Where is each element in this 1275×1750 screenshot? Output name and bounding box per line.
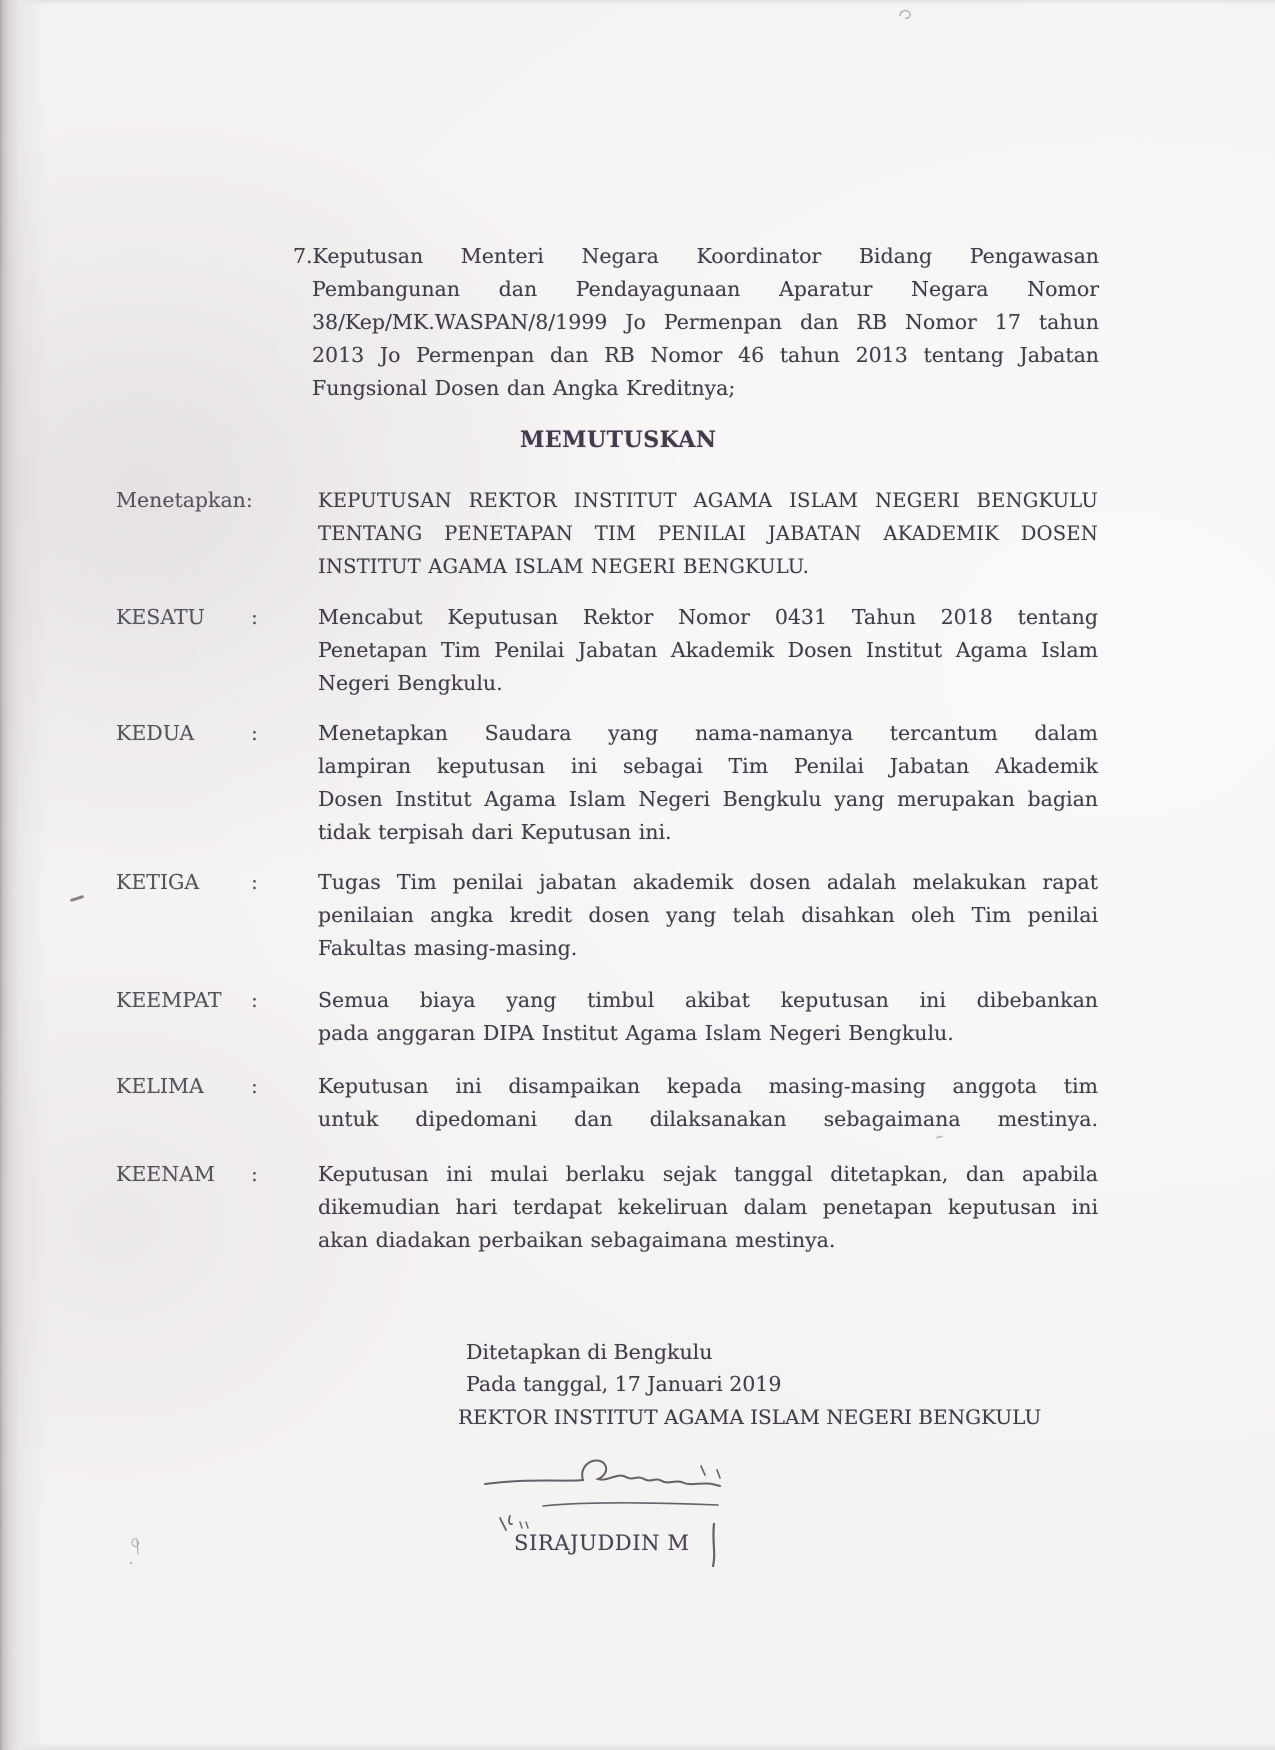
text-line: Keputusan ini mulai berlaku sejak tanggal ditetapkan, dan apabila xyxy=(318,1162,1098,1186)
decision-body xyxy=(318,1070,1098,1136)
decision-label: KESATU xyxy=(116,605,205,629)
text-line: INSTITUT AGAMA ISLAM NEGERI BENGKULU. xyxy=(318,555,810,578)
decision-body xyxy=(318,984,1098,1050)
pen-mark-top-right xyxy=(898,8,914,22)
text-line: 38/Kep/MK.WASPAN/8/1999 Jo Permenpan dan RB Nomor 17 tahun xyxy=(312,310,1099,334)
decision-body xyxy=(318,484,1098,583)
decision-label: KETIGA xyxy=(116,870,200,894)
smudge-mark-bottom-left xyxy=(127,1536,145,1566)
closing-date-line: Pada tanggal, 17 Januari 2019 xyxy=(466,1372,782,1396)
text-line: dikemudian hari terdapat kekeliruan dalam penetapan keputusan ini xyxy=(318,1195,1098,1219)
text-line: KEPUTUSAN REKTOR INSTITUT AGAMA ISLAM NEGERI BENGKULU xyxy=(318,489,1098,512)
pen-mark-left-margin xyxy=(70,895,84,902)
text-line: penilaian angka kredit dosen yang telah disahkan oleh Tim penilai xyxy=(318,903,1098,927)
decision-body xyxy=(318,866,1098,965)
decision-body xyxy=(318,717,1098,849)
signature-ink xyxy=(430,1450,900,1580)
signatory-name: SIRAJUDDIN M xyxy=(514,1531,690,1555)
decision-colon: : xyxy=(251,1162,258,1186)
text-line: Dosen Institut Agama Islam Negeri Bengkulu yang merupakan bagian xyxy=(318,787,1098,811)
text-line: lampiran keputusan ini sebagai Tim Penilai Jabatan Akademik xyxy=(318,754,1098,778)
decision-label: KEEMPAT xyxy=(116,988,222,1012)
decision-label: KEENAM xyxy=(116,1162,215,1186)
text-line: tidak terpisah dari Keputusan ini. xyxy=(318,820,672,844)
text-line: 2013 Jo Permenpan dan RB Nomor 46 tahun 2013 tentang Jabatan xyxy=(312,343,1099,367)
text-line: 7.Keputusan Menteri Negara Koordinator Bidang Pengawasan xyxy=(293,244,1099,268)
text-line: Negeri Bengkulu. xyxy=(318,671,503,695)
text-line: untuk dipedomani dan dilaksanakan sebagaimana mestinya. xyxy=(318,1107,1098,1131)
text-line: Tugas Tim penilai jabatan akademik dosen adalah melakukan rapat xyxy=(318,870,1098,894)
text-line: Menetapkan Saudara yang nama-namanya tercantum dalam xyxy=(318,721,1098,745)
decision-body xyxy=(318,601,1098,700)
decision-colon: : xyxy=(251,1074,258,1098)
text-line: Mencabut Keputusan Rektor Nomor 0431 Tahun 2018 tentang xyxy=(318,605,1098,629)
text-line: TENTANG PENETAPAN TIM PENILAI JABATAN AKADEMIK DOSEN xyxy=(318,522,1098,545)
decision-colon: : xyxy=(251,988,258,1012)
decision-colon: : xyxy=(251,721,258,745)
decision-colon: : xyxy=(251,870,258,894)
decision-label: KELIMA xyxy=(116,1074,204,1098)
preamble-item-7 xyxy=(293,240,1099,405)
text-line: Pembangunan dan Pendayagunaan Aparatur Negara Nomor xyxy=(312,277,1099,301)
signatory-title: REKTOR INSTITUT AGAMA ISLAM NEGERI BENGKULU xyxy=(458,1405,1042,1429)
text-line: Fakultas masing-masing. xyxy=(318,936,578,960)
decision-colon: : xyxy=(251,605,258,629)
decision-body xyxy=(318,1158,1098,1257)
text-line: Fungsional Dosen dan Angka Kreditnya; xyxy=(312,376,736,400)
decision-label: Menetapkan: xyxy=(116,488,253,512)
text-line: Semua biaya yang timbul akibat keputusan ini dibebankan xyxy=(318,988,1098,1012)
closing-place-line: Ditetapkan di Bengkulu xyxy=(466,1340,713,1364)
text-line: Penetapan Tim Penilai Jabatan Akademik Dosen Institut Agama Islam xyxy=(318,638,1098,662)
text-line: Keputusan ini disampaikan kepada masing-masing anggota tim xyxy=(318,1074,1098,1098)
text-line: pada anggaran DIPA Institut Agama Islam Negeri Bengkulu. xyxy=(318,1021,954,1045)
pen-mark-right-middle xyxy=(936,1135,943,1138)
text-line: akan diadakan perbaikan sebagaimana mestinya. xyxy=(318,1228,836,1252)
memutuskan-heading: MEMUTUSKAN xyxy=(520,427,717,453)
decision-label: KEDUA xyxy=(116,721,195,745)
